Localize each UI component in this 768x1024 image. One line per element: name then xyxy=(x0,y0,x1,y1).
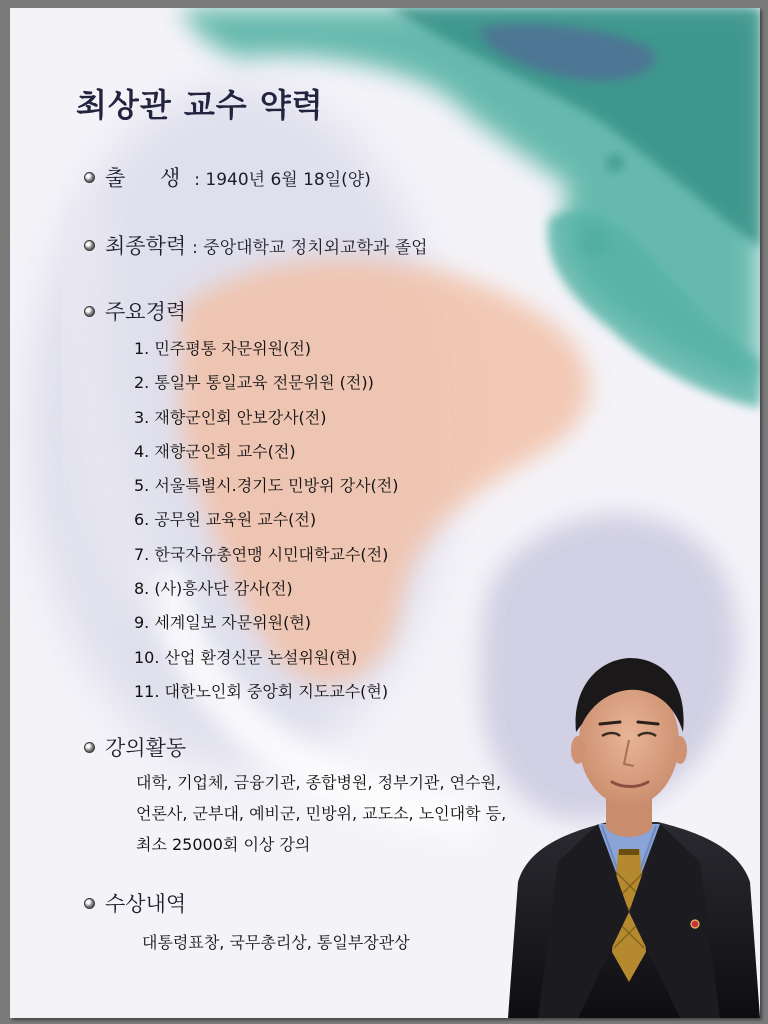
bullet-icon xyxy=(84,240,95,251)
birth-label: 출 생 xyxy=(105,166,195,190)
awards-label: 수상내역 xyxy=(105,892,187,916)
career-item: 4. 재향군인회 교수(전) xyxy=(134,441,296,461)
awards-value: 대통령표창, 국무총리상, 통일부장관상 xyxy=(142,933,410,952)
portrait-photo xyxy=(498,632,760,1018)
bullet-icon xyxy=(84,172,95,183)
career-item: 3. 재향군인회 안보강사(전) xyxy=(134,407,327,427)
career-item: 2. 통일부 통일교육 전문위원 (전)) xyxy=(134,373,374,393)
lectures-line: 최소 25000회 이상 강의 xyxy=(136,835,311,854)
section-lectures xyxy=(84,732,186,762)
career-list xyxy=(134,338,398,715)
lectures-line: 언론사, 군부대, 예비군, 민방위, 교도소, 노인대학 등, xyxy=(136,804,507,823)
career-item: 11. 대한노인회 중앙회 지도교수(현) xyxy=(134,681,389,701)
career-item: 1. 민주평통 자문위원(전) xyxy=(134,339,312,358)
career-item: 6. 공무원 교육원 교수(전) xyxy=(134,510,317,530)
section-career xyxy=(84,296,186,326)
lectures-line: 대학, 기업체, 금융기관, 종합병원, 정부기관, 연수원, xyxy=(136,773,502,792)
lectures-label: 강의활동 xyxy=(105,736,187,760)
bullet-icon xyxy=(84,742,95,753)
bullet-icon xyxy=(84,898,95,909)
birth-value: : 1940년 6월 18일(양) xyxy=(194,170,371,190)
page-title: 최상관 교수 약력 xyxy=(76,86,324,124)
section-education xyxy=(84,230,428,260)
education-value: : 중앙대학교 정치외교학과 졸업 xyxy=(192,238,428,258)
section-awards xyxy=(84,888,186,918)
career-item: 5. 서울특별시.경기도 민방위 강사(전) xyxy=(134,476,399,496)
bullet-icon xyxy=(84,306,95,317)
career-item: 10. 산업 환경신문 논설위원(현) xyxy=(134,647,358,667)
career-item: 9. 세계일보 자문위원(현) xyxy=(134,613,312,633)
career-item: 8. (사)흥사단 감사(전) xyxy=(134,579,293,599)
education-label: 최종학력 xyxy=(105,234,187,258)
career-label: 주요경력 xyxy=(105,300,187,324)
career-item: 7. 한국자유총연맹 시민대학교수(전) xyxy=(134,544,389,564)
profile-page xyxy=(10,8,760,1018)
lectures-text xyxy=(136,770,506,863)
section-birth xyxy=(84,162,371,192)
